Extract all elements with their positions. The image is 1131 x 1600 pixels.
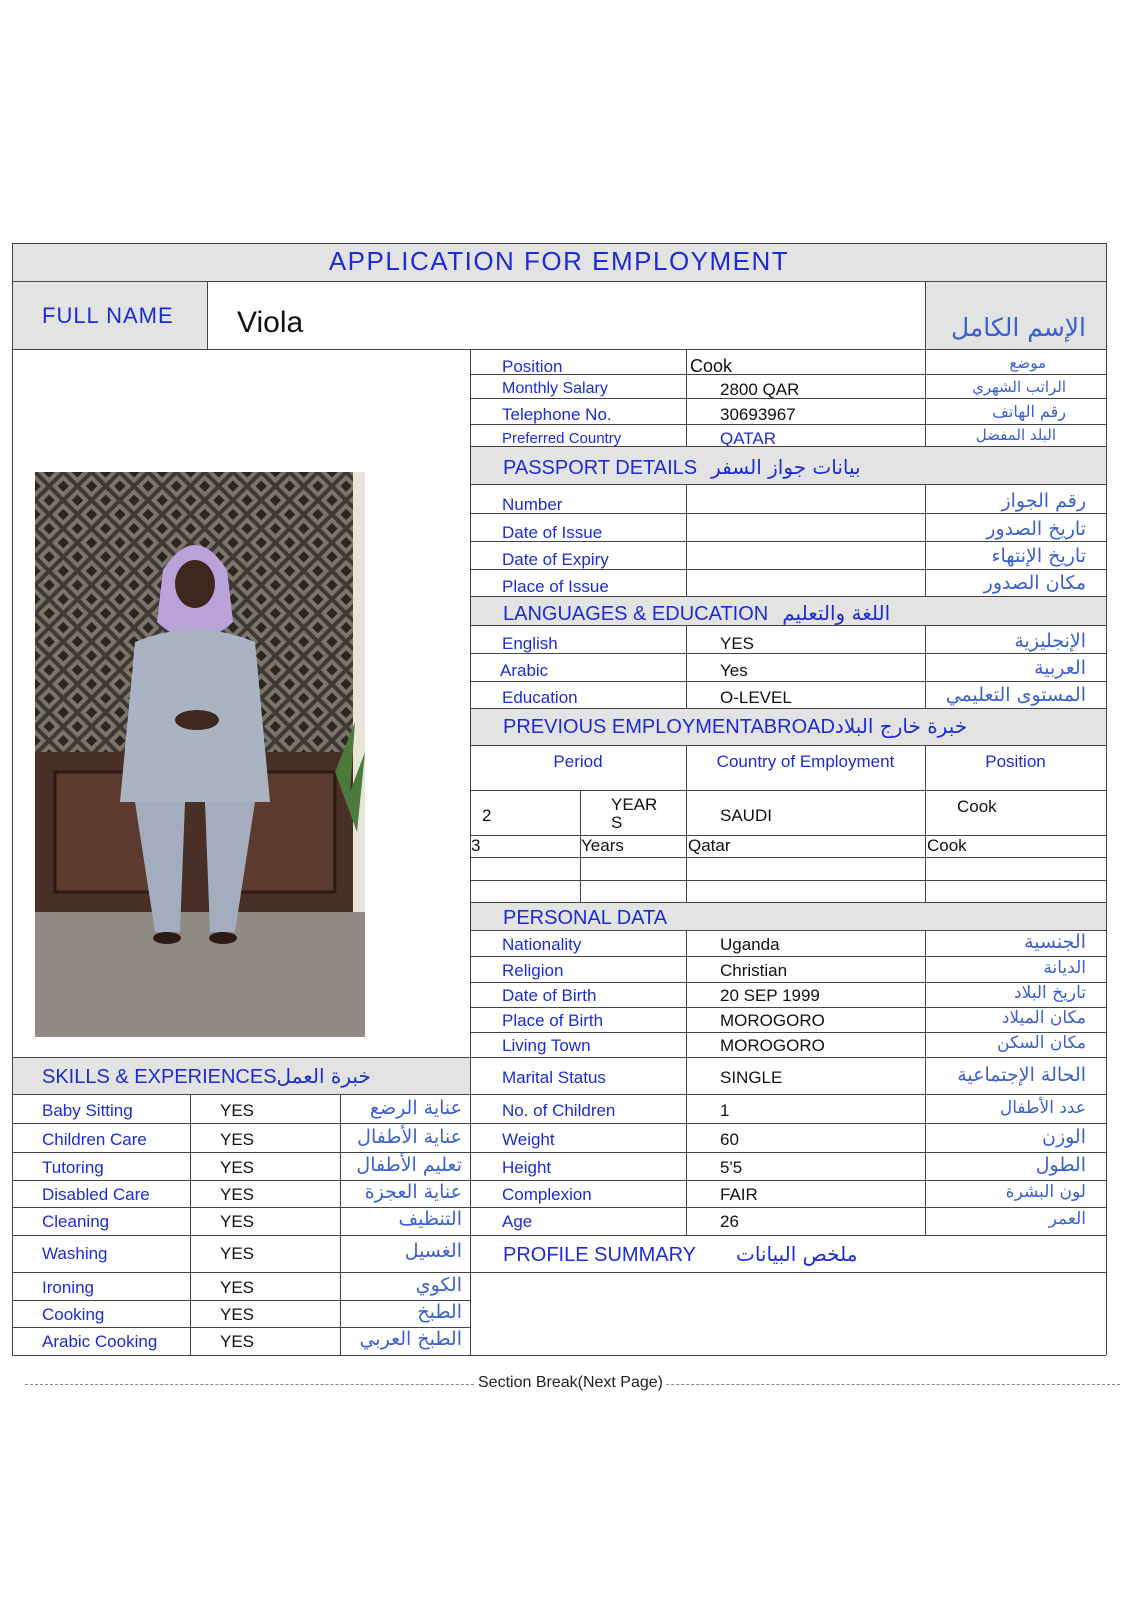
skill-disabled-care-value: YES xyxy=(220,1185,255,1204)
preferred-country-value: QATAR xyxy=(720,429,777,448)
height-label-ar: الطول xyxy=(1035,1154,1086,1176)
date-of-issue-label-ar: تاريخ الصدور xyxy=(986,518,1086,540)
prev-row2-unit: Years xyxy=(581,836,624,855)
marital-status-label-ar: الحالة الإجتماعية xyxy=(957,1064,1086,1086)
col-country: Country of Employment xyxy=(716,752,895,771)
living-town-value: MOROGORO xyxy=(720,1036,825,1055)
skill-baby-sitting: Baby Sitting xyxy=(42,1101,133,1120)
profile-summary-heading-text: PROFILE SUMMARY xyxy=(503,1244,696,1266)
prev-row2-position: Cook xyxy=(927,836,967,855)
place-of-birth-label: Place of Birth xyxy=(502,1011,604,1030)
marital-status-value: SINGLE xyxy=(720,1068,783,1087)
skill-cleaning-ar: التنظيف xyxy=(398,1208,462,1230)
position-value: Cook xyxy=(690,356,733,376)
skill-cleaning: Cleaning xyxy=(42,1212,110,1231)
telephone-label-ar: رقم الهاتف xyxy=(992,402,1066,421)
prev-row1-position: Cook xyxy=(957,797,997,816)
nationality-label-ar: الجنسية xyxy=(1024,931,1086,953)
living-town-label-ar: مكان السكن xyxy=(997,1033,1086,1053)
personal-data-heading: PERSONAL DATA xyxy=(503,907,668,929)
preferred-country-label-ar: البلد المفضل xyxy=(975,426,1056,444)
date-of-issue-label: Date of Issue xyxy=(502,523,603,542)
skills-heading-ar: خبرة العمل xyxy=(276,1064,371,1088)
religion-label-ar: الديانة xyxy=(1043,958,1086,978)
skill-disabled-care-ar: عناية العجزة xyxy=(364,1181,462,1203)
nationality-label: Nationality xyxy=(502,935,582,954)
prev-row1-num: 2 xyxy=(482,806,492,825)
place-of-birth-value: MOROGORO xyxy=(720,1011,825,1030)
skill-tutoring: Tutoring xyxy=(42,1158,104,1177)
previous-employment-heading xyxy=(503,714,967,739)
arabic-value: Yes xyxy=(720,661,748,680)
salary-value: 2800 QAR xyxy=(720,380,800,399)
skill-ironing: Ironing xyxy=(42,1278,94,1297)
place-of-issue-label-ar: مكان الصدور xyxy=(983,572,1086,594)
section-break-label: Section Break(Next Page) xyxy=(478,1374,663,1391)
previous-employment-heading-text: PREVIOUS EMPLOYMENTABROAD xyxy=(503,716,835,738)
prev-row2-country: Qatar xyxy=(688,836,731,855)
preferred-country-label: Preferred Country xyxy=(502,430,622,447)
education-label: Education xyxy=(502,688,578,707)
skill-ironing-value: YES xyxy=(220,1278,255,1297)
place-of-birth-label-ar: مكان الميلاد xyxy=(1001,1008,1086,1028)
arabic-label: Arabic xyxy=(500,661,549,680)
skill-baby-sitting-ar: عناية الرضع xyxy=(369,1097,462,1119)
full-name-value: Viola xyxy=(237,306,304,339)
skill-arabic-cooking: Arabic Cooking xyxy=(42,1332,158,1351)
skill-tutoring-ar: تعليم الأطفال xyxy=(356,1154,462,1176)
skill-washing-ar: الغسيل xyxy=(404,1240,462,1262)
position-label: Position xyxy=(502,357,563,376)
age-label-ar: العمر xyxy=(1048,1209,1086,1229)
children-label: No. of Children xyxy=(502,1101,616,1120)
living-town-label: Living Town xyxy=(502,1036,591,1055)
passport-heading xyxy=(503,455,861,480)
skills-heading xyxy=(42,1064,371,1089)
telephone-value: 30693967 xyxy=(720,405,796,424)
weight-label: Weight xyxy=(502,1130,555,1149)
profile-summary-heading-ar: ملخص البيانات xyxy=(736,1242,858,1266)
place-of-issue-label: Place of Issue xyxy=(502,577,609,596)
age-value: 26 xyxy=(720,1212,739,1231)
skill-washing-value: YES xyxy=(220,1244,255,1263)
religion-label: Religion xyxy=(502,961,564,980)
skill-ironing-ar: الكوي xyxy=(415,1274,462,1296)
languages-heading-text: LANGUAGES & EDUCATION xyxy=(503,603,769,625)
skill-children-care-ar: عناية الأطفال xyxy=(357,1126,462,1148)
skill-tutoring-value: YES xyxy=(220,1158,255,1177)
languages-heading xyxy=(503,601,890,626)
skill-cooking-value: YES xyxy=(220,1305,255,1324)
skill-washing: Washing xyxy=(42,1244,108,1263)
passport-heading-ar: بيانات جواز السفر xyxy=(711,455,861,479)
telephone-label: Telephone No. xyxy=(502,405,612,424)
full-name-label: FULL NAME xyxy=(42,303,174,328)
col-position: Position xyxy=(985,752,1046,771)
prev-row1-country: SAUDI xyxy=(720,806,772,825)
religion-value: Christian xyxy=(720,961,788,980)
age-label: Age xyxy=(502,1212,533,1231)
education-label-ar: المستوى التعليمي xyxy=(945,684,1086,706)
dob-label: Date of Birth xyxy=(502,986,597,1005)
children-value: 1 xyxy=(720,1101,730,1120)
english-value: YES xyxy=(720,634,755,653)
skill-arabic-cooking-value: YES xyxy=(220,1332,255,1351)
prev-row1-unit: YEAR S xyxy=(611,795,658,832)
passport-heading-text: PASSPORT DETAILS xyxy=(503,457,698,479)
languages-heading-ar: اللغة والتعليم xyxy=(782,601,891,625)
prev-row2-num: 3 xyxy=(471,836,481,855)
weight-value: 60 xyxy=(720,1130,739,1149)
full-name-label-ar: الإسم الكامل xyxy=(950,313,1086,342)
passport-number-label: Number xyxy=(502,495,563,514)
marital-status-label: Marital Status xyxy=(502,1068,606,1087)
form-title: APPLICATION FOR EMPLOYMENT xyxy=(328,246,790,276)
complexion-label-ar: لون البشرة xyxy=(1005,1182,1086,1202)
dob-value: 20 SEP 1999 xyxy=(720,986,820,1005)
children-label-ar: عدد الأطفال xyxy=(999,1098,1086,1118)
english-label-ar: الإنجليزية xyxy=(1014,630,1086,652)
passport-number-label-ar: رقم الجواز xyxy=(1001,490,1086,512)
skill-cooking-ar: الطبخ xyxy=(417,1301,462,1323)
profile-summary-heading xyxy=(503,1242,857,1267)
position-label-ar: موضع xyxy=(1009,354,1046,372)
applicant-photo xyxy=(35,472,365,1037)
english-label: English xyxy=(502,634,558,653)
skill-cooking: Cooking xyxy=(42,1305,105,1324)
height-label: Height xyxy=(502,1158,552,1177)
skill-disabled-care: Disabled Care xyxy=(42,1185,150,1204)
salary-label-ar: الراتب الشهري xyxy=(972,378,1066,396)
col-period: Period xyxy=(553,752,603,771)
nationality-value: Uganda xyxy=(720,935,780,954)
date-of-expiry-label-ar: تاريخ الإنتهاء xyxy=(991,545,1086,567)
dob-label-ar: تاريخ البلاد xyxy=(1014,983,1086,1003)
skills-heading-text: SKILLS & EXPERIENCES xyxy=(42,1066,277,1088)
arabic-label-ar: العربية xyxy=(1034,657,1086,679)
complexion-label: Complexion xyxy=(502,1185,592,1204)
previous-employment-heading-ar: خبرة خارج البلاد xyxy=(834,714,968,738)
complexion-value: FAIR xyxy=(720,1185,758,1204)
skill-cleaning-value: YES xyxy=(220,1212,255,1231)
date-of-expiry-label: Date of Expiry xyxy=(502,550,609,569)
salary-label: Monthly Salary xyxy=(502,380,608,397)
skill-children-care-value: YES xyxy=(220,1130,255,1149)
education-value: O-LEVEL xyxy=(720,688,792,707)
height-value: 5'5 xyxy=(720,1158,743,1177)
skill-baby-sitting-value: YES xyxy=(220,1101,255,1120)
skill-children-care: Children Care xyxy=(42,1130,147,1149)
skill-arabic-cooking-ar: الطبخ العربي xyxy=(359,1328,462,1350)
weight-label-ar: الوزن xyxy=(1041,1126,1086,1148)
